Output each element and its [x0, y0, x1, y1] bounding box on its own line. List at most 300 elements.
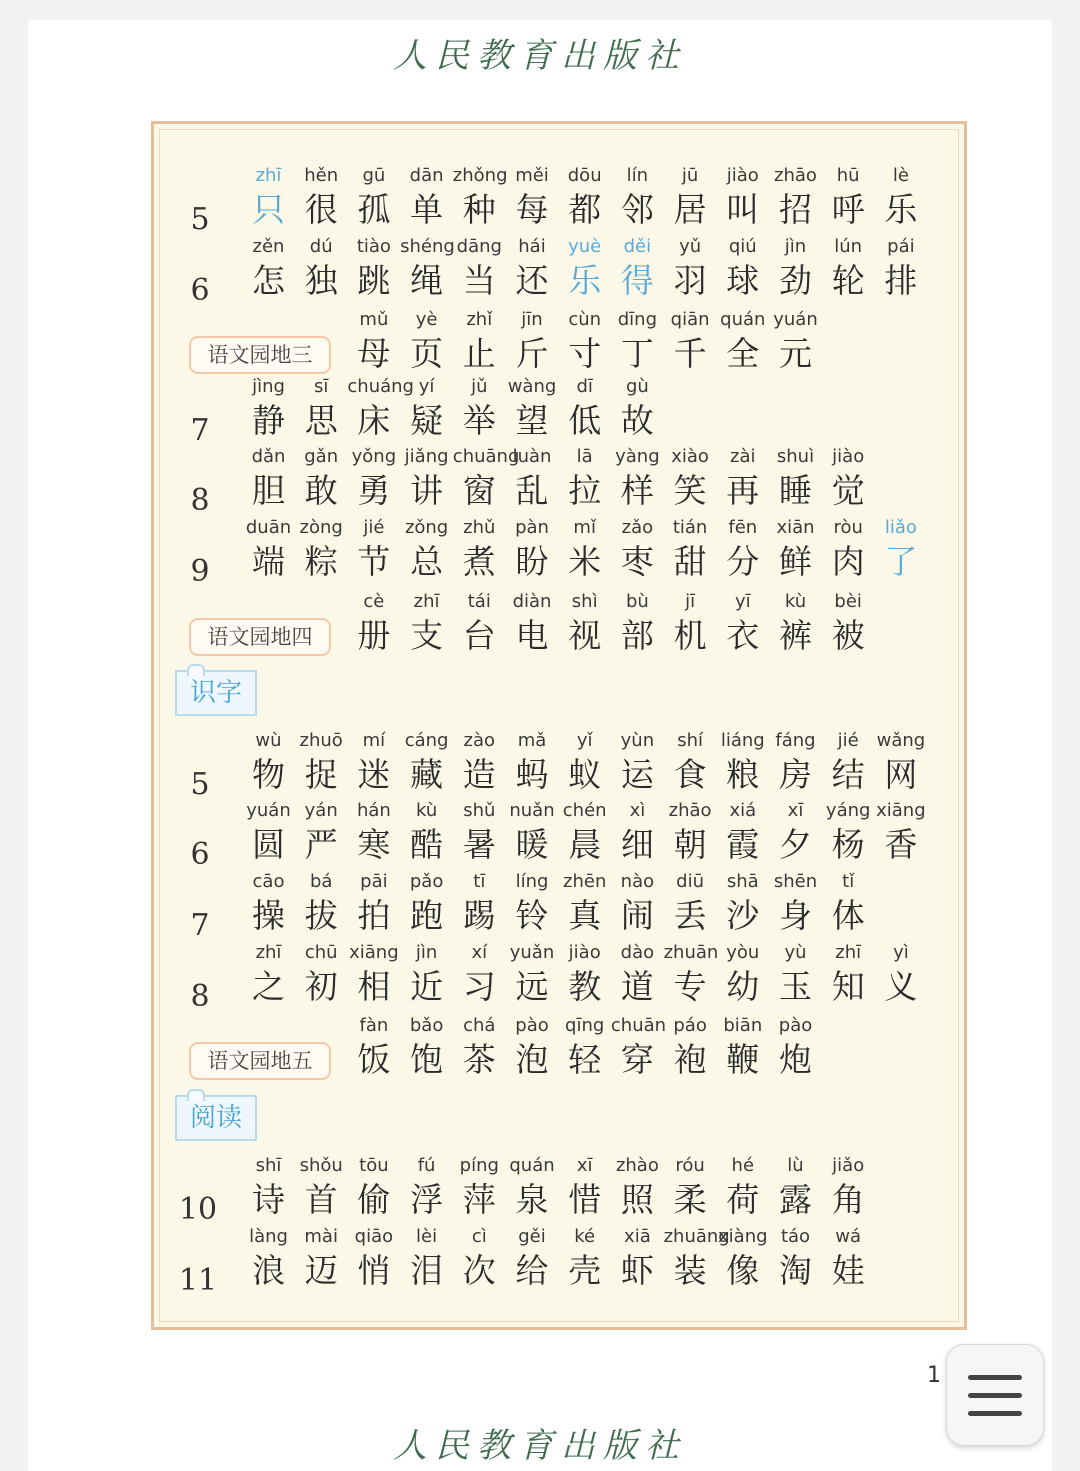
char-cell	[822, 516, 875, 584]
char-cell	[716, 941, 769, 1009]
char-cell	[242, 729, 295, 797]
hanzi: 衣	[726, 616, 760, 655]
pinyin: yuè	[568, 236, 602, 257]
lesson-row	[154, 1225, 964, 1297]
hanzi: 部	[620, 616, 654, 655]
hanzi: 圆	[252, 825, 285, 864]
pinyin: lā	[576, 446, 593, 467]
char-cell	[400, 235, 453, 303]
hanzi: 千	[673, 334, 707, 373]
hanzi: 沙	[726, 896, 760, 935]
lesson-row	[154, 235, 964, 307]
pinyin: gěi	[518, 1226, 546, 1247]
hanzi: 睡	[779, 471, 812, 510]
hanzi: 故	[620, 401, 654, 440]
char-cell	[664, 1014, 717, 1082]
pinyin: zǒng	[404, 517, 449, 538]
char-cell	[611, 516, 664, 584]
char-cell	[769, 308, 822, 376]
char-cell	[558, 870, 611, 938]
hanzi: 甜	[673, 542, 707, 581]
pinyin: bǎo	[409, 1015, 444, 1036]
paperclip-icon	[187, 1089, 205, 1101]
pinyin: gǎn	[304, 446, 339, 467]
char-cell	[453, 1225, 506, 1293]
pinyin: zhī	[413, 591, 440, 612]
hanzi: 只	[252, 190, 285, 229]
char-cell	[769, 516, 822, 584]
hanzi: 严	[304, 825, 338, 864]
char-cell	[453, 590, 506, 658]
hanzi: 止	[462, 334, 496, 373]
char-cell	[400, 445, 453, 513]
pinyin: jiǎo	[832, 1155, 865, 1176]
hanzi: 泉	[515, 1180, 549, 1219]
char-cell	[453, 516, 506, 584]
pinyin: quán	[509, 1155, 555, 1176]
pinyin: yàng	[615, 446, 660, 467]
pinyin: hěn	[304, 165, 339, 186]
hanzi: 装	[673, 1251, 707, 1290]
char-cell	[347, 941, 400, 1009]
hanzi: 知	[831, 967, 865, 1006]
char-cell	[347, 590, 400, 658]
char-cell	[769, 799, 822, 867]
pinyin: jìn	[784, 236, 807, 257]
pinyin: jiào	[568, 942, 601, 963]
char-cell	[506, 729, 559, 797]
hanzi: 讲	[410, 471, 444, 510]
hanzi: 习	[462, 967, 496, 1006]
hanzi: 暖	[515, 825, 549, 864]
char-cell	[295, 870, 348, 938]
pinyin: sī	[313, 376, 329, 397]
char-cell	[242, 870, 295, 938]
char-cell	[769, 1154, 822, 1222]
pinyin: fáng	[775, 730, 816, 751]
pinyin: pàn	[515, 517, 549, 538]
hanzi: 疑	[410, 401, 444, 440]
hanzi: 当	[462, 261, 496, 300]
char-cell	[506, 1014, 559, 1082]
hanzi: 肉	[831, 542, 865, 581]
pinyin: cáng	[404, 730, 449, 751]
hanzi: 虾	[620, 1251, 654, 1290]
hanzi: 鞭	[726, 1040, 760, 1079]
char-cell	[295, 1225, 348, 1293]
menu-icon-bar	[968, 1375, 1022, 1380]
hanzi: 初	[304, 967, 338, 1006]
hanzi: 泪	[410, 1251, 444, 1290]
publisher-logo-top: 人民教育出版社	[393, 36, 687, 76]
pinyin: nuǎn	[509, 800, 555, 821]
hanzi: 茶	[462, 1040, 496, 1079]
pinyin: dī	[576, 376, 593, 397]
pinyin: jiào	[832, 446, 865, 467]
hanzi: 造	[462, 755, 496, 794]
pinyin: jǔ	[471, 376, 488, 397]
hanzi: 望	[515, 401, 549, 440]
pinyin: duān	[245, 517, 292, 538]
pinyin: cè	[363, 591, 385, 612]
lesson-number: 7	[190, 908, 210, 943]
char-cell	[664, 308, 717, 376]
pinyin: pāi	[360, 871, 388, 892]
pinyin: bèi	[834, 591, 862, 612]
hanzi: 拍	[357, 896, 391, 935]
char-cell	[295, 164, 348, 232]
hanzi: 次	[462, 1251, 496, 1290]
pinyin: zǎo	[621, 517, 654, 538]
pinyin: qīng	[565, 1015, 605, 1036]
hanzi: 义	[884, 967, 918, 1006]
pinyin: zhuān	[663, 942, 719, 963]
char-cell	[716, 235, 769, 303]
pinyin: zhī	[835, 942, 862, 963]
pinyin: diàn	[512, 591, 552, 612]
hanzi: 闹	[620, 896, 654, 935]
hanzi: 首	[304, 1180, 338, 1219]
hanzi: 轻	[568, 1040, 602, 1079]
hanzi: 种	[462, 190, 496, 229]
hanzi: 勇	[357, 471, 391, 510]
pinyin: zòng	[299, 517, 343, 538]
pinyin: dīng	[617, 309, 658, 330]
hanzi: 居	[673, 190, 707, 229]
char-cell	[506, 590, 559, 658]
char-cell	[611, 1154, 664, 1222]
char-cell	[400, 941, 453, 1009]
pinyin: wù	[255, 730, 282, 751]
char-cell	[400, 729, 453, 797]
pinyin: fàn	[359, 1015, 389, 1036]
hanzi: 蚂	[515, 755, 549, 794]
char-cell	[453, 799, 506, 867]
hanzi: 幼	[726, 967, 760, 1006]
char-cell	[558, 941, 611, 1009]
hanzi: 邻	[620, 190, 654, 229]
pinyin: qiān	[670, 309, 710, 330]
char-cell	[664, 445, 717, 513]
pinyin: yǔ	[679, 236, 702, 257]
character-table-card	[151, 121, 967, 1330]
section-heading: 识字	[175, 670, 257, 716]
char-cell	[347, 516, 400, 584]
char-cell	[558, 235, 611, 303]
char-cell	[558, 516, 611, 584]
pinyin: zhī	[255, 165, 282, 186]
char-cell	[874, 516, 927, 584]
hanzi: 迷	[357, 755, 391, 794]
char-cell	[347, 375, 414, 443]
char-cell	[716, 799, 769, 867]
pinyin: shuì	[776, 446, 815, 467]
pinyin: qiú	[728, 236, 757, 257]
pinyin: zhāo	[774, 165, 817, 186]
char-cell	[506, 164, 559, 232]
char-cell	[769, 941, 822, 1009]
hanzi: 食	[673, 755, 707, 794]
hanzi: 电	[515, 616, 549, 655]
pinyin: nào	[620, 871, 655, 892]
pinyin: xī	[787, 800, 804, 821]
lesson-row	[154, 375, 964, 447]
hanzi: 铃	[515, 896, 549, 935]
pinyin: dāng	[456, 236, 502, 257]
pinyin: xiá	[729, 800, 757, 821]
hanzi: 敢	[304, 471, 338, 510]
pinyin: yòu	[726, 942, 760, 963]
hanzi: 呼	[831, 190, 865, 229]
pinyin: yì	[893, 942, 909, 963]
pinyin: cùn	[568, 309, 602, 330]
yuandi-tag: 语文园地五	[189, 1042, 331, 1080]
hanzi: 床	[357, 401, 391, 440]
char-cell	[611, 164, 664, 232]
lesson-row	[154, 164, 964, 236]
hanzi: 乐	[884, 190, 918, 229]
char-cell	[506, 1154, 559, 1222]
hanzi: 踢	[462, 896, 496, 935]
char-cell	[611, 308, 664, 376]
pinyin: yáng	[825, 800, 871, 821]
pinyin: zhǒng	[452, 165, 508, 186]
pinyin: zhēn	[563, 871, 607, 892]
pinyin: jū	[681, 165, 699, 186]
pinyin: diū	[676, 871, 705, 892]
hanzi: 台	[462, 616, 496, 655]
hanzi: 乱	[515, 471, 549, 510]
hanzi: 酷	[410, 825, 444, 864]
pinyin: yuán	[246, 800, 291, 821]
lesson-number: 6	[190, 273, 210, 308]
char-cell	[506, 516, 559, 584]
pinyin: chuāng	[452, 446, 520, 467]
pinyin: zhǔ	[463, 517, 496, 538]
pinyin: hū	[836, 165, 860, 186]
char-cell	[506, 1225, 559, 1293]
hanzi: 册	[357, 616, 391, 655]
char-cell	[400, 799, 453, 867]
hanzi: 淘	[779, 1251, 812, 1290]
char-cell	[822, 1225, 875, 1293]
hanzi: 轮	[831, 261, 865, 300]
char-cell	[558, 164, 611, 232]
char-cell	[558, 729, 611, 797]
hanzi: 悄	[357, 1251, 391, 1290]
pinyin: tōu	[359, 1155, 389, 1176]
char-cell	[453, 375, 506, 443]
hanzi: 斤	[515, 334, 549, 373]
pinyin: xiāng	[349, 942, 399, 963]
hanzi: 总	[410, 542, 444, 581]
char-cell	[506, 445, 559, 513]
pinyin: tái	[467, 591, 491, 612]
char-cell	[716, 308, 769, 376]
pinyin: shā	[726, 871, 759, 892]
char-cell	[400, 1225, 453, 1293]
hanzi: 被	[831, 616, 865, 655]
pinyin: jié	[363, 517, 385, 538]
hanzi: 叫	[726, 190, 760, 229]
pinyin: yùn	[620, 730, 655, 751]
char-cell	[453, 729, 506, 797]
char-cell	[664, 941, 717, 1009]
char-cell	[558, 1154, 611, 1222]
hanzi: 招	[779, 190, 812, 229]
pinyin: ròu	[833, 517, 863, 538]
char-cell	[611, 445, 664, 513]
pinyin: liáng	[720, 730, 765, 751]
lesson-row	[154, 445, 964, 517]
char-cell	[664, 235, 717, 303]
pinyin: shí	[677, 730, 703, 751]
char-cell	[822, 870, 875, 938]
pinyin: zài	[730, 446, 756, 467]
pinyin: liǎo	[884, 517, 917, 538]
char-cell	[242, 1154, 295, 1222]
pinyin: píng	[459, 1155, 499, 1176]
pinyin: tǐ	[842, 871, 855, 892]
pinyin: páo	[673, 1015, 707, 1036]
pinyin: lù	[787, 1155, 804, 1176]
char-cell	[506, 870, 559, 938]
hanzi: 都	[568, 190, 602, 229]
pinyin: yù	[784, 942, 807, 963]
hanzi: 绳	[410, 261, 444, 300]
char-cell	[506, 308, 559, 376]
pinyin: jīn	[521, 309, 543, 330]
char-cell	[822, 941, 875, 1009]
pinyin: tī	[473, 871, 486, 892]
hanzi: 远	[515, 967, 549, 1006]
char-cell	[453, 1014, 506, 1082]
char-cell	[295, 445, 348, 513]
char-cell	[611, 729, 664, 797]
hanzi: 粮	[726, 755, 760, 794]
char-cell	[347, 799, 400, 867]
hanzi: 母	[357, 334, 391, 373]
hanzi: 寒	[357, 825, 391, 864]
hanzi: 柔	[673, 1180, 707, 1219]
pinyin: xiāng	[876, 800, 926, 821]
hanzi: 露	[779, 1180, 812, 1219]
char-cell	[453, 235, 506, 303]
hanzi: 了	[884, 542, 918, 581]
pinyin: cì	[471, 1226, 487, 1247]
hanzi: 娃	[831, 1251, 865, 1290]
char-cell	[242, 516, 295, 584]
lesson-number: 7	[190, 413, 210, 448]
pinyin: xiān	[776, 517, 815, 538]
lesson-row	[154, 870, 964, 942]
char-cell	[453, 870, 506, 938]
char-cell	[664, 799, 717, 867]
hanzi: 道	[620, 967, 654, 1006]
hanzi: 穿	[620, 1040, 654, 1079]
hanzi: 炮	[779, 1040, 812, 1079]
pinyin: zhāo	[668, 800, 712, 821]
hanzi: 还	[515, 261, 549, 300]
hanzi: 捉	[304, 755, 338, 794]
pinyin: wǎng	[876, 730, 926, 751]
char-cell	[822, 235, 875, 303]
char-cell	[506, 375, 559, 443]
hanzi: 窗	[462, 471, 496, 510]
hanzi: 照	[620, 1180, 654, 1219]
pinyin: dōu	[567, 165, 602, 186]
pinyin: jiào	[726, 165, 759, 186]
pinyin: táo	[780, 1226, 811, 1247]
char-cell	[558, 799, 611, 867]
menu-button[interactable]	[946, 1344, 1044, 1446]
lesson-number: 5	[190, 767, 210, 802]
pinyin: lèi	[416, 1226, 438, 1247]
hanzi: 视	[568, 616, 602, 655]
char-cell	[400, 375, 453, 443]
char-cell	[769, 164, 822, 232]
page-number: 1	[927, 1363, 941, 1388]
char-cell	[874, 941, 927, 1009]
pinyin: zěn	[252, 236, 285, 257]
pinyin: mǎ	[517, 730, 547, 751]
hanzi: 节	[357, 542, 391, 581]
pinyin: róu	[675, 1155, 705, 1176]
hanzi: 觉	[831, 471, 865, 510]
char-cell	[822, 1154, 875, 1222]
hanzi: 丢	[673, 896, 707, 935]
char-cell	[822, 164, 875, 232]
char-cell	[611, 799, 664, 867]
pinyin: dǎn	[251, 446, 286, 467]
hanzi: 很	[304, 190, 338, 229]
pinyin: yán	[304, 800, 338, 821]
hanzi: 丁	[620, 334, 654, 373]
hanzi: 偷	[357, 1180, 391, 1219]
pinyin: xí	[471, 942, 488, 963]
char-cell	[716, 590, 769, 658]
pinyin: zào	[463, 730, 496, 751]
char-cell	[242, 799, 295, 867]
hanzi: 浪	[252, 1251, 285, 1290]
hanzi: 操	[252, 896, 285, 935]
char-cell	[242, 445, 295, 513]
char-cell	[874, 729, 927, 797]
char-cell	[716, 729, 769, 797]
char-cell	[611, 375, 664, 443]
char-cell	[769, 1014, 822, 1082]
char-cell	[716, 516, 769, 584]
char-cell	[558, 308, 611, 376]
hanzi: 跳	[357, 261, 391, 300]
hanzi: 寸	[568, 334, 602, 373]
pinyin: wàng	[507, 376, 557, 397]
char-cell	[506, 235, 559, 303]
hanzi: 荷	[726, 1180, 760, 1219]
char-cell	[716, 445, 769, 513]
pinyin: yí	[418, 376, 435, 397]
char-cell	[347, 1014, 400, 1082]
hanzi: 专	[673, 967, 707, 1006]
hanzi: 运	[620, 755, 654, 794]
hanzi: 单	[410, 190, 444, 229]
pinyin: xī	[576, 1155, 593, 1176]
char-cell	[347, 870, 400, 938]
char-cell	[347, 445, 400, 513]
hanzi: 笑	[673, 471, 707, 510]
hanzi: 诗	[252, 1180, 285, 1219]
hanzi: 粽	[304, 542, 338, 581]
